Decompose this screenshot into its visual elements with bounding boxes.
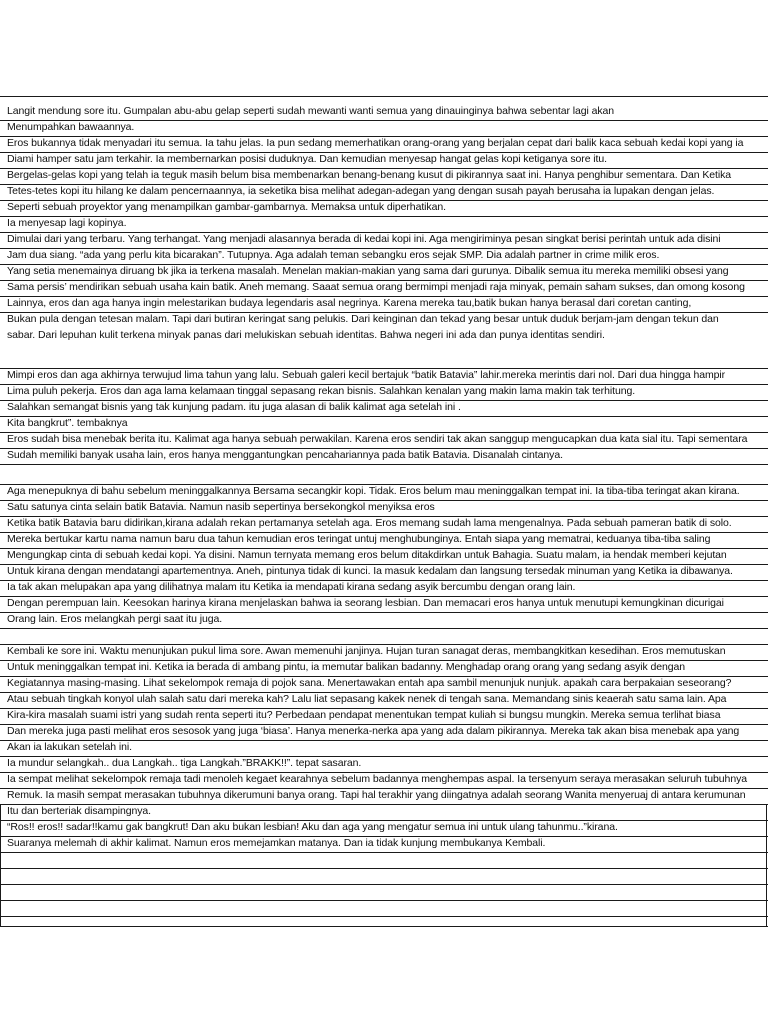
text-line: Menumpahkan bawaannya. — [7, 121, 135, 133]
text-line: Akan ia lakukan setelah ini. — [7, 741, 133, 753]
text-line: Mimpi eros dan aga akhirnya terwujud lima tahun yang lalu. Sebuah galeri kecil bertajuk “batik Batavia” lahir.mereka merintis dari nol. Dari dua hingga hampir — [7, 369, 726, 381]
text-line: Kira-kira masalah suami istri yang sudah renta seperti itu? Perbedaan pendapat menentukan tempat kuliah si bungsu mungkin. Mereka semua terlihat biasa — [7, 709, 721, 721]
text-line: Ketika batik Batavia baru didirikan,kirana adalah rekan pertamanya setelah aga. Eros memang sudah lama mengenalnya. Pada sebuah pameran batik di solo. — [7, 517, 732, 529]
text-line: Remuk. Ia masih sempat merasakan tubuhnya dikerumuni banya orang. Tapi hal terakhir yang diingatnya adalah seorang Wanita menyeruaj di antara kerumunan — [7, 789, 746, 801]
text-line: Ia tak akan melupakan apa yang dilihatnya malam itu Ketika ia mendapati kirana sedang asyik bercumbu dengan orang lain. — [7, 581, 576, 593]
text-line: Bukan pula dengan tetesan malam. Tapi dari butiran keringat sang pelukis. Dari keinginan dan tekad yang besar untuk duduk berjam-jam dengan tekun dan — [7, 313, 719, 325]
text-line: Sudah memiliki banyak usaha lain, eros hanya menggantungkan pencahariannya pada batik Batavia. Disanalah cintanya. — [7, 449, 563, 461]
text-line: Itu dan berteriak disampingnya. — [7, 805, 152, 817]
text-line: Bergelas-gelas kopi yang telah ia teguk masih belum bisa membenarkan benang-benang kusut di pikirannya saat ini. Hanya penghibur sementara. Dan Ketika — [7, 169, 732, 181]
text-line: Eros sudah bisa menebak berita itu. Kalimat aga hanya sebuah perwakilan. Karena eros sendiri tak akan sanggup mengucapkan dua kata sial itu. Tapi sementara — [7, 433, 748, 445]
text-line: Orang lain. Eros melangkah pergi saat itu juga. — [7, 613, 223, 625]
text-line: Kita bangkrut”. tembaknya — [7, 417, 128, 429]
text-line: Lima puluh pekerja. Eros dan aga lama kelamaan tinggal sepasang rekan bisnis. Salahkan kenalan yang makin lama makin tak terhitung. — [7, 385, 636, 397]
table-rule — [0, 96, 768, 97]
text-line: Sama persis’ mendirikan sebuah usaha kain batik. Aneh memang. Saaat semua orang bermimpi menjadi raja minyak, pemain saham sukses, dan omong kosong — [7, 281, 745, 293]
text-line: Satu satunya cinta selain batik Batavia. Namun nasib sepertinya bersekongkol menyiksa eros — [7, 501, 435, 513]
text-line: sabar. Dari lepuhan kulit terkena minyak panas dari melukiskan sebuah identitas. Bahwa negeri ini ada dan punya identitas sendiri. — [7, 329, 605, 341]
text-line: Ia mundur selangkah.. dua Langkah.. tiga Langkah.”BRAKK!!”. tepat sasaran. — [7, 757, 362, 769]
text-line: Tetes-tetes kopi itu hilang ke dalam pencernaannya, ia seketika bisa melihat adegan-adegan yang dengan susah payah berusaha ia lupakan dengan jelas. — [7, 185, 715, 197]
text-line: Ia sempat melihat sekelompok remaja tadi menoleh kegaet kearahnya sebelum badannya menghempas aspal. Ia tersenyum seraya merasakan seluruh tubuhnya — [7, 773, 748, 785]
table-rule — [0, 464, 768, 465]
text-line: Aga menepuknya di bahu sebelum meninggalkannya Bersama secangkir kopi. Tidak. Eros belum mau meninggalkan tempat ini. Ia tiba-tiba teringat akan kirana. — [7, 485, 740, 497]
text-line: Atau sebuah tingkah konyol ulah salah satu dari mereka kah? Lalu liat sepasang kakek nenek di tengah sana. Memandang sinis keaerah satu sama lain. Apa — [7, 693, 727, 705]
text-line: Seperti sebuah proyektor yang menampilkan gambar-gambarnya. Memaksa untuk diperhatikan. — [7, 201, 446, 213]
text-line: Mengungkap cinta di sebuah kedai kopi. Ya disini. Namun ternyata memang eros belum ditakdirkan untuk Bahagia. Suatu malam, ia hendak memberi kejutan — [7, 549, 727, 561]
text-line: Diami hamper satu jam terkahir. Ia membernarkan posisi duduknya. Dan kemudian menyesap hangat gelas kopi ketiganya sore itu. — [7, 153, 607, 165]
table-rule — [0, 628, 768, 629]
text-line: Salahkan semangat bisnis yang tak kunjung padam. itu juga alasan di balik kalimat aga setelah ini . — [7, 401, 461, 413]
text-line: Mereka bertukar kartu nama namun baru dua tahun kemudian eros teringat untuj menghubunginya. Entah siapa yang mematrai, keduanya tiba-tiba saling — [7, 533, 711, 545]
text-line: Langit mendung sore itu. Gumpalan abu-abu gelap seperti sudah mewanti wanti semua yang dinauinginya bahwa sebentar lagi akan — [7, 105, 615, 117]
text-line: Kembali ke sore ini. Waktu menunjukan pukul lima sore. Awan memenuhi janjinya. Hujan turan sanagat deras, membangkitkan kesedihan. Eros memutuskan — [7, 645, 726, 657]
text-line: Dengan perempuan lain. Keesokan harinya kirana menjelaskan bahwa ia seorang lesbian. Dan memacari eros hanya untuk menutupi kemungkinan dicurigai — [7, 597, 724, 609]
text-line: Untuk kirana dengan mendatangi apartementnya. Aneh, pintunya tidak di kunci. Ia masuk kedalam dan langsung tersedak minuman yang Ketika ia dibawanya. — [7, 565, 733, 577]
text-line: Lainnya, eros dan aga hanya ingin melestarikan budaya legendaris asal negrinya. Karena mereka tau,batik bukan hanya berasal dari coretan canting, — [7, 297, 692, 309]
text-line: Kegiatannya masing-masing. Lihat sekelompok remaja di pojok sana. Menertawakan entah apa sambil menunjuk nunjuk. apakah cara berpakaian seseorang? — [7, 677, 732, 689]
text-line: Suaranya melemah di akhir kalimat. Namun eros memejamkan matanya. Dan ia tidak kunjung membukanya Kembali. — [7, 837, 546, 849]
text-line: Eros bukannya tidak menyadari itu semua. Ia tahu jelas. Ia pun sedang memerhatikan orang-orang yang berjalan cepat dari balik kaca sebuah kedai kopi yang ia — [7, 137, 744, 149]
text-line: Ia menyesap lagi kopinya. — [7, 217, 127, 229]
text-line: “Ros!! eros!! sadar!!kamu gak bangkrut! Dan aku bukan lesbian! Aku dan aga yang mengatur semua ini untuk ulang tahunmu..”kirana. — [7, 821, 618, 833]
text-line: Dimulai dari yang terbaru. Yang terhangat. Yang menjadi alasannya berada di kedai kopi ini. Aga mengiriminya pesan singkat berisi perintah untuk ada disini — [7, 233, 721, 245]
text-line: Untuk meninggalkan tempat ini. Ketika ia berada di ambang pintu, ia memutar balikan badanny. Menghadap orang orang yang sedang asyik dengan — [7, 661, 686, 673]
text-line: Jam dua siang. “ada yang perlu kita bicarakan”. Tutupnya. Aga adalah teman sebangku eros sejak SMP. Dia adalah partner in crime milik eros. — [7, 249, 660, 261]
text-line: Dan mereka juga pasti melihat eros sesosok yang juga ‘biasa’. Hanya menerka-nerka apa yang ada dalam pikirannya. Mereka tak akan bisa menebak apa yang — [7, 725, 740, 737]
text-line: Yang setia menemainya diruang bk jika ia terkena masalah. Menelan makian-makian yang sama dari gurunya. Dibalik semua itu mereka memiliki obsesi yang — [7, 265, 729, 277]
